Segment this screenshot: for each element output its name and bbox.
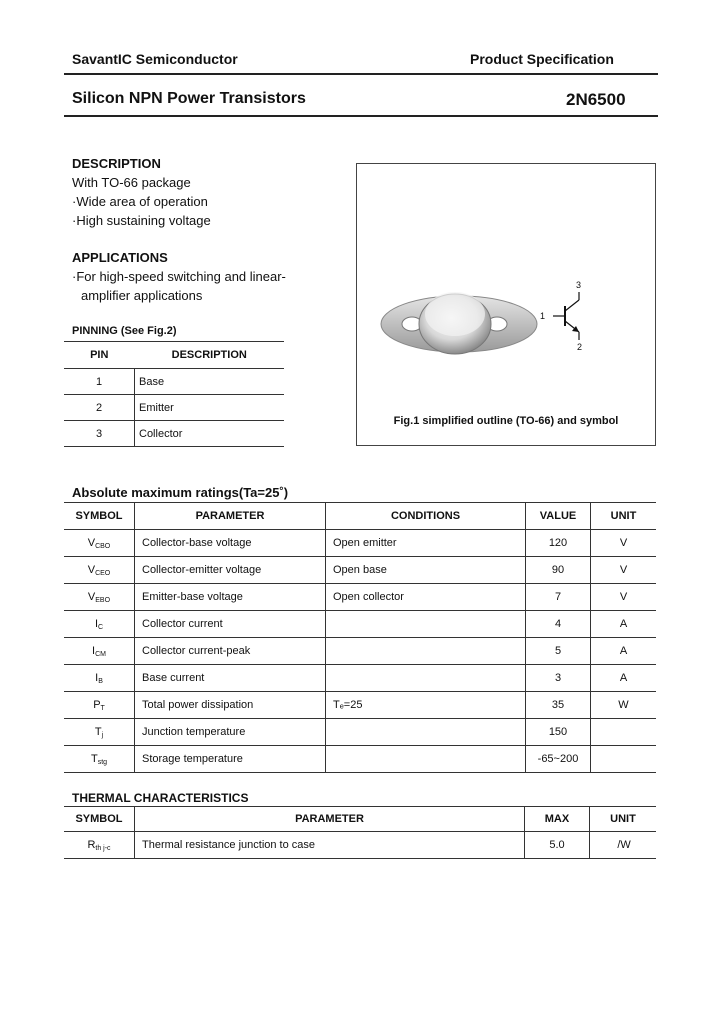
parameter-cell: Emitter-base voltage [135, 584, 326, 611]
description-line: With TO-66 package [72, 175, 191, 190]
figure-caption: Fig.1 simplified outline (TO-66) and symbol [393, 415, 619, 427]
table-header-row [64, 807, 656, 832]
table-row [64, 832, 656, 859]
col-symbol: SYMBOL [64, 503, 135, 530]
pin-number: 2 [64, 395, 135, 421]
value-cell: 3 [526, 665, 591, 692]
conditions-cell: Open emitter [326, 530, 526, 557]
parameter-cell: Thermal resistance junction to case [135, 832, 525, 859]
table-header-row [64, 503, 656, 530]
col-conditions: CONDITIONS [326, 503, 526, 530]
applications-line: ·For high-speed switching and linear- [72, 269, 286, 284]
parameter-cell: Storage temperature [135, 746, 326, 773]
col-parameter: PARAMETER [135, 503, 326, 530]
symbol-cell [64, 584, 135, 611]
value-cell: 5 [526, 638, 591, 665]
table-header-row [64, 342, 284, 369]
value-cell: 120 [526, 530, 591, 557]
symbol-cell [64, 557, 135, 584]
col-pin: PIN [64, 342, 135, 369]
conditions-cell [326, 611, 526, 638]
symbol-letter: V [87, 590, 96, 603]
pin-number: 1 [64, 369, 135, 395]
value-cell: 150 [526, 719, 591, 746]
col-parameter: PARAMETER [135, 807, 525, 832]
ratings-table [64, 502, 656, 773]
value-cell: 7 [526, 584, 591, 611]
symbol-cell [64, 692, 135, 719]
symbol-subscript: CBO [95, 542, 111, 550]
unit-cell [591, 719, 657, 746]
unit-cell: V [591, 557, 657, 584]
symbol-cell [64, 719, 135, 746]
pin-description: Collector [135, 421, 285, 447]
conditions-cell: Tₑ=25 [326, 692, 526, 719]
parameter-cell: Collector current-peak [135, 638, 326, 665]
part-number: 2N6500 [566, 90, 626, 109]
thermal-table [64, 806, 656, 859]
symbol-cell [64, 611, 135, 638]
value-cell: 4 [526, 611, 591, 638]
table-row [64, 369, 284, 395]
symbol-subscript: T [100, 704, 105, 712]
conditions-cell [326, 665, 526, 692]
company-name: SavantIC Semiconductor [72, 51, 238, 67]
description-line: ·Wide area of operation [72, 194, 208, 209]
parameter-cell: Collector-emitter voltage [135, 557, 326, 584]
symbol-subscript: stg [97, 758, 108, 766]
pin-number: 3 [64, 421, 135, 447]
col-unit: UNIT [591, 503, 657, 530]
conditions-cell: Open collector [326, 584, 526, 611]
max-cell: 5.0 [525, 832, 590, 859]
pinning-heading: PINNING (See Fig.2) [72, 325, 177, 337]
conditions-cell [326, 746, 526, 773]
applications-list [72, 267, 286, 305]
table-row [64, 746, 656, 773]
col-unit: UNIT [590, 807, 657, 832]
unit-cell: A [591, 611, 657, 638]
symbol-letter: T [94, 725, 102, 738]
table-row [64, 638, 656, 665]
symbol-letter: I [92, 644, 96, 657]
symbol-letter: I [95, 671, 99, 684]
symbol-cell [64, 746, 135, 773]
conditions-cell [326, 719, 526, 746]
applications-line: amplifier applications [81, 288, 203, 303]
unit-cell: A [591, 638, 657, 665]
page-title: Silicon NPN Power Transistors [72, 90, 306, 107]
thermal-heading: THERMAL CHARACTERISTICS [72, 791, 249, 805]
pin-label-base: 1 [540, 311, 546, 321]
npn-transistor-symbol-icon [357, 164, 655, 445]
conditions-cell [326, 638, 526, 665]
table-row [64, 665, 656, 692]
symbol-cell [64, 665, 135, 692]
unit-cell: A [591, 665, 657, 692]
parameter-cell: Total power dissipation [135, 692, 326, 719]
symbol-letter: I [94, 617, 98, 630]
symbol-subscript: th j-c [95, 844, 111, 852]
ratings-heading: Absolute maximum ratings(Ta=25˚) [72, 485, 289, 500]
symbol-cell [64, 832, 135, 859]
doc-type: Product Specification [470, 51, 614, 67]
parameter-cell: Junction temperature [135, 719, 326, 746]
table-row [64, 557, 656, 584]
symbol-letter: V [87, 536, 96, 549]
col-value: VALUE [526, 503, 591, 530]
table-row [64, 395, 284, 421]
symbol-subscript: CM [95, 650, 106, 658]
symbol-subscript: EBO [95, 596, 111, 604]
conditions-cell: Open base [326, 557, 526, 584]
symbol-subscript: j [101, 731, 104, 739]
unit-cell: V [591, 530, 657, 557]
parameter-cell: Collector-base voltage [135, 530, 326, 557]
header-rule [64, 73, 658, 75]
symbol-subscript: CEO [95, 569, 111, 577]
pin-description: Base [135, 369, 285, 395]
description-line: ·High sustaining voltage [72, 213, 211, 228]
symbol-subscript: B [98, 677, 103, 685]
symbol-letter: P [93, 698, 101, 711]
table-row [64, 611, 656, 638]
unit-cell: V [591, 584, 657, 611]
description-list [72, 173, 211, 230]
table-row [64, 692, 656, 719]
table-row [64, 530, 656, 557]
pin-label-emitter: 2 [577, 342, 583, 352]
symbol-subscript: C [98, 623, 104, 631]
value-cell: 90 [526, 557, 591, 584]
symbol-letter: R [87, 838, 96, 851]
symbol-cell [64, 530, 135, 557]
symbol-cell [64, 638, 135, 665]
col-description: DESCRIPTION [135, 342, 285, 369]
col-max: MAX [525, 807, 590, 832]
parameter-cell: Collector current [135, 611, 326, 638]
title-rule [64, 115, 658, 117]
table-row [64, 584, 656, 611]
applications-heading: APPLICATIONS [72, 250, 168, 265]
symbol-letter: V [87, 563, 96, 576]
value-cell: 35 [526, 692, 591, 719]
unit-cell: /W [590, 832, 657, 859]
parameter-cell: Base current [135, 665, 326, 692]
unit-cell: W [591, 692, 657, 719]
figure-box [356, 163, 656, 446]
symbol-letter: T [90, 752, 98, 765]
pin-label-collector: 3 [576, 280, 582, 290]
value-cell: -65~200 [526, 746, 591, 773]
description-heading: DESCRIPTION [72, 156, 161, 171]
table-row [64, 421, 284, 447]
unit-cell [591, 746, 657, 773]
table-row [64, 719, 656, 746]
col-symbol: SYMBOL [64, 807, 135, 832]
pinning-table [64, 341, 284, 447]
pin-description: Emitter [135, 395, 285, 421]
